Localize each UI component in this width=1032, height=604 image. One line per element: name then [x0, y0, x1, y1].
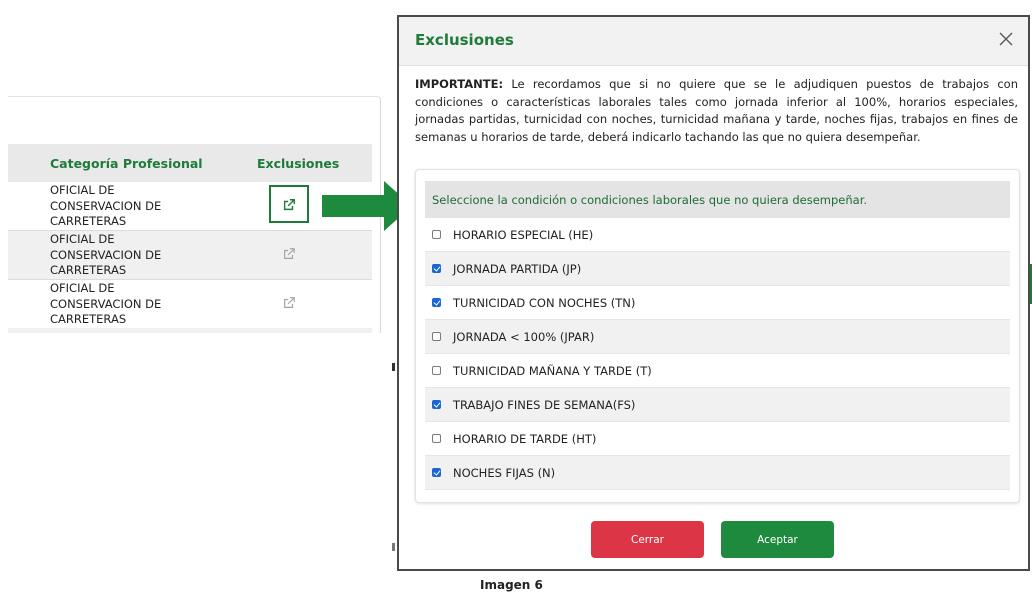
exclusions-modal [397, 15, 1030, 571]
conditions-heading-text: Seleccione la condición o condiciones laborales que no quiera desempeñar. [432, 192, 868, 207]
conditions-heading [425, 181, 1010, 218]
condition-tn[interactable]: TURNICIDAD CON NOCHES (TN) [425, 286, 1010, 320]
external-link-icon[interactable] [282, 198, 296, 212]
condition-fs[interactable]: TRABAJO FINES DE SEMANA(FS) [425, 388, 1010, 422]
modal-title: Exclusiones [415, 31, 514, 49]
table-header-row [8, 144, 372, 182]
category-cell: OFICIAL DE CONSERVACION DE CARRETERAS [50, 281, 162, 326]
condition-ht[interactable]: HORARIO DE TARDE (HT) [425, 422, 1010, 456]
background-edge [392, 543, 395, 551]
close-button[interactable]: Cerrar [591, 521, 704, 558]
important-notice [415, 76, 1018, 146]
checkbox[interactable] [432, 400, 441, 409]
condition-jp[interactable]: JORNADA PARTIDA (JP) [425, 252, 1010, 286]
column-header-exclusions: Exclusiones [257, 155, 340, 171]
checkbox[interactable] [432, 298, 441, 307]
column-header-category: Categoría Profesional [50, 155, 203, 171]
conditions-panel [415, 169, 1020, 503]
condition-t[interactable]: TURNICIDAD MAÑANA Y TARDE (T) [425, 354, 1010, 388]
accept-button[interactable]: Aceptar [721, 521, 834, 558]
checkbox[interactable] [432, 434, 441, 443]
condition-n[interactable]: NOCHES FIJAS (N) [425, 456, 1010, 490]
modal-header [399, 17, 1028, 66]
notice-label: IMPORTANTE: [415, 77, 504, 91]
external-link-icon[interactable] [282, 296, 296, 310]
checkbox[interactable] [432, 230, 441, 239]
checkbox[interactable] [432, 264, 441, 273]
notice-text: Le recordamos que si no quiere que se le adjudiquen puestos de trabajos con condiciones o características laborales tales como jornada inferior al 100%, horarios especiales, jornadas partidas, turnicidad con noches, turnicidad mañana y tarde, noches fijas, trabajos en fines de semanas u horarios de tarde, deberá indicarlo tachando las que no quiera desempeñar. [415, 77, 1018, 144]
category-cell: OFICIAL DE CONSERVACION DE CARRETERAS [50, 183, 162, 228]
condition-he[interactable]: HORARIO ESPECIAL (HE) [425, 218, 1010, 252]
background-edge [392, 363, 395, 371]
table-row [8, 231, 372, 280]
checkbox[interactable] [432, 468, 441, 477]
category-cell: OFICIAL DE CONSERVACION DE CARRETERAS [50, 232, 162, 277]
condition-jpar[interactable]: JORNADA < 100% (JPAR) [425, 320, 1010, 354]
table-row [8, 182, 372, 231]
close-icon[interactable] [996, 29, 1016, 49]
table-row-cut [8, 328, 372, 333]
external-link-icon[interactable] [282, 247, 296, 261]
checkbox[interactable] [432, 332, 441, 341]
checkbox[interactable] [432, 366, 441, 375]
image-caption: Imagen 6 [480, 578, 543, 592]
table-row [8, 280, 372, 329]
